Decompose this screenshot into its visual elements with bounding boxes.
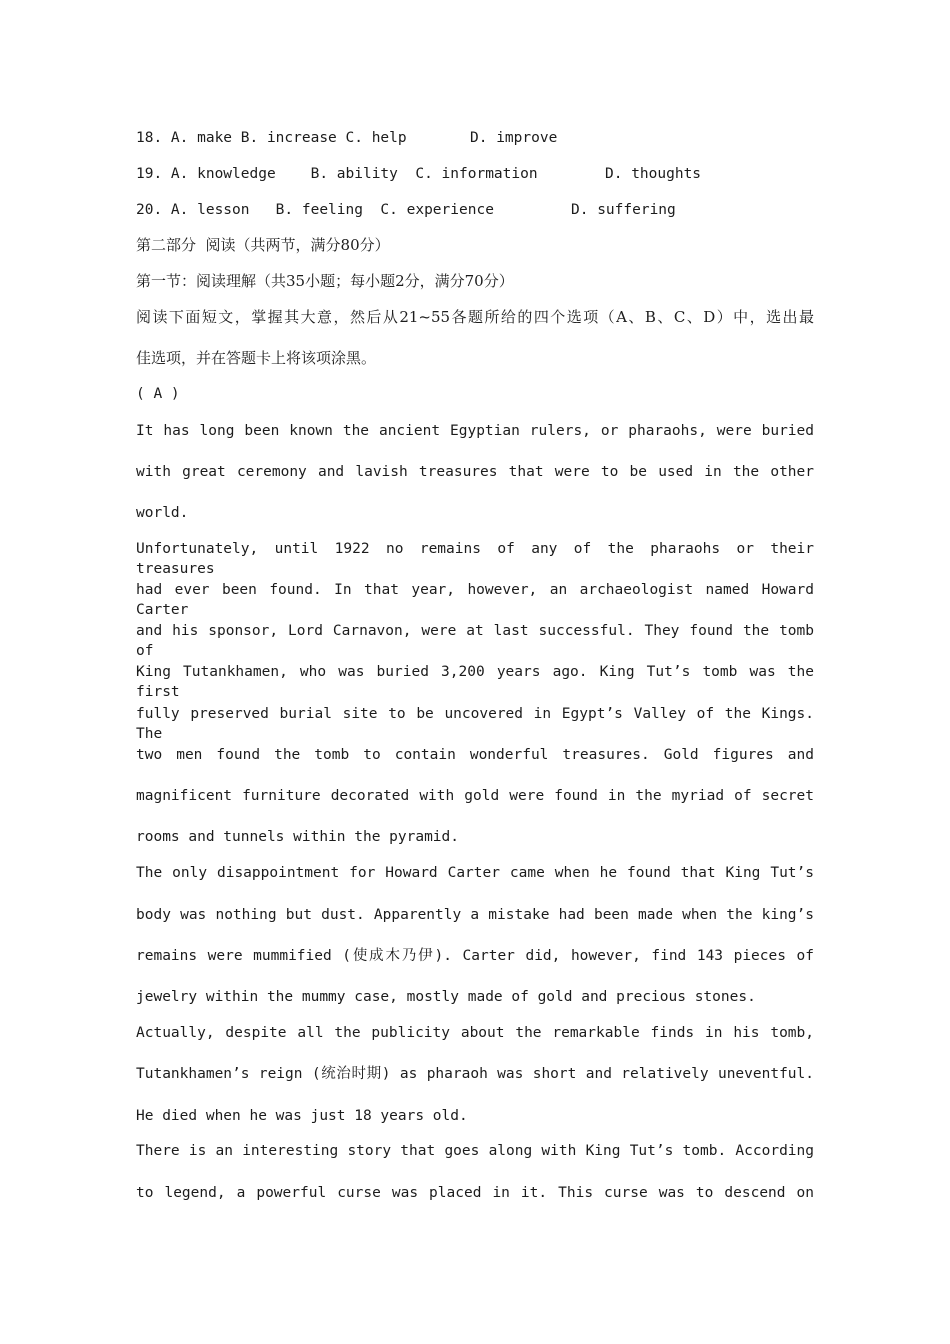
question-18: 18. A. make B. increase C. help	[136, 130, 407, 146]
passage-p2-line-3: and his sponsor, Lord Carnavon, were at last successful. They found the tomb of	[136, 623, 814, 659]
passage-label: ( A )	[136, 386, 180, 402]
passage-p2-line-5: fully preserved burial site to be uncovered in Egypt’s Valley of the Kings. The	[136, 706, 814, 742]
question-19: 19. A. knowledge B. ability C. information	[136, 166, 538, 182]
passage-p4-line-1: Actually, despite all the publicity about the remarkable finds in his tomb,	[136, 1025, 814, 1041]
passage-p3-line-3: remains were mummified (使成木乃伊). Carter did, however, find 143 pieces of	[136, 948, 814, 964]
passage-p5-line-2: to legend, a powerful curse was placed in it. This curse was to descend on	[136, 1185, 814, 1201]
passage-p1-line-3: world.	[136, 505, 189, 521]
passage-p1-line-2: with great ceremony and lavish treasures that were to be used in the other	[136, 464, 814, 480]
question-20: 20. A. lesson B. feeling C. experience	[136, 202, 494, 218]
question-20-option-d: D. suffering	[571, 202, 676, 218]
passage-p2-line-1: Unfortunately, until 1922 no remains of any of the pharaohs or their treasures	[136, 541, 814, 577]
passage-p2-line-6: two men found the tomb to contain wonderful treasures. Gold figures and	[136, 747, 814, 763]
passage-p2-line-8: rooms and tunnels within the pyramid.	[136, 829, 460, 845]
passage-p3-line-4: jewelry within the mummy case, mostly made of gold and precious stones.	[136, 989, 756, 1005]
passage-p4-line-2: Tutankhamen’s reign (统治时期) as pharaoh was short and relatively uneventful.	[136, 1066, 814, 1082]
passage-p4-line-3: He died when he was just 18 years old.	[136, 1108, 468, 1124]
passage-p2-line-4: King Tutankhamen, who was buried 3,200 years ago. King Tut’s tomb was the first	[136, 664, 814, 700]
section-sub1-heading: 第一节：阅读理解（共35小题；每小题2分，满分70分）	[136, 272, 514, 290]
question-18-option-d: D. improve	[470, 130, 558, 146]
question-19-option-d: D. thoughts	[605, 166, 702, 182]
passage-p2-line-7: magnificent furniture decorated with gold were found in the myriad of secret	[136, 788, 814, 804]
instructions-line-2: 佳选项，并在答题卡上将该项涂黑。	[136, 349, 377, 367]
passage-p3-line-1: The only disappointment for Howard Carter came when he found that King Tut’s	[136, 865, 814, 881]
passage-p5-line-1: There is an interesting story that goes along with King Tut’s tomb. According	[136, 1143, 814, 1159]
passage-p1-line-1: It has long been known the ancient Egyptian rulers, or pharaohs, were buried	[136, 423, 814, 439]
passage-p3-line-2: body was nothing but dust. Apparently a mistake had been made when the king’s	[136, 907, 814, 923]
passage-p2-line-2: had ever been found. In that year, however, an archaeologist named Howard Carter	[136, 582, 814, 618]
instructions-line-1: 阅读下面短文，掌握其大意，然后从21~55各题所给的四个选项（A、B、C、D）中，选出最	[136, 308, 814, 326]
section-part2-heading: 第二部分 阅读（共两节，满分80分）	[136, 236, 390, 254]
